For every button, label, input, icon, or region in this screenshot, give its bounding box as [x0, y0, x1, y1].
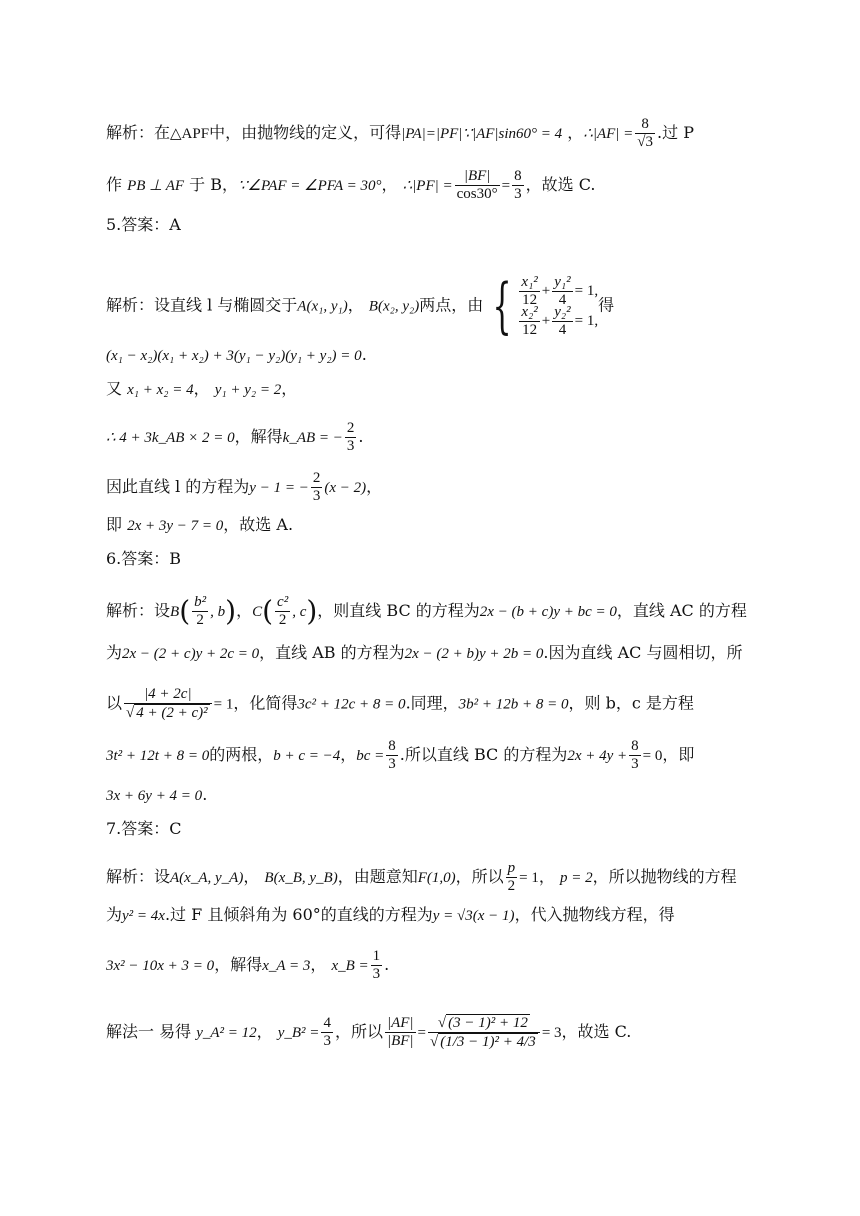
math: (x − 2): [324, 480, 367, 496]
math: ∵|AF|sin60° = 4: [462, 126, 563, 142]
text: 两点，由: [419, 295, 484, 315]
math: 3t² + 12t + 8 = 0: [106, 748, 210, 764]
text: 为: [106, 643, 123, 662]
math: bc =: [356, 748, 385, 764]
text: 解析：设: [106, 867, 171, 886]
text: .过 P: [657, 123, 694, 142]
text: 以: [106, 693, 123, 713]
answer-5-heading: 5.答案：A: [106, 215, 181, 234]
fraction: $\frac{|4 + 2c|}{\text{√ 4 + (2 + c)²}}$: [124, 686, 212, 722]
math: p = 2: [559, 870, 593, 886]
math: x_B =: [331, 958, 369, 974]
math: ∵∠PAF = ∠PFA = 30°: [238, 178, 382, 194]
q6-line-5: 3x + 6y + 4 = 0.: [106, 785, 208, 804]
math: 2x + 4y +: [567, 748, 628, 764]
math: x₁ + x₂ = 4: [127, 382, 194, 398]
text: ，所以: [334, 1022, 383, 1041]
text: 得: [598, 295, 615, 315]
math: (x₁ − x₂)(x₁ + x₂) + 3(y₁ − y₂)(y₁ + y₂) = 0: [106, 348, 362, 364]
text: .过 F 且倾斜角为 60°的直线的方程为: [164, 905, 433, 924]
math: 3b² + 12b + 8 = 0: [458, 696, 569, 713]
math: ∴|AF| =: [583, 126, 634, 142]
math: B(x_B, y_B): [264, 870, 338, 886]
text: ，即: [662, 745, 695, 764]
math: 3x + 6y + 4 = 0: [106, 788, 203, 804]
q5-line-5: 因此直线 l 的方程为y − 1 = − $\frac{2}{3}$ (x − 2)，: [106, 470, 383, 504]
fraction: $\frac{|BF|}{\cos 30^\circ}$: [456, 168, 498, 202]
fraction: $\frac{2}{3}$: [312, 470, 321, 504]
math: 3c² + 12c + 8 = 0: [297, 696, 406, 713]
analysis-4-line-1: 解析：在△APF中，由抛物线的定义，可得|PA|=|PF|∵|AF|sin60° = 4 ，∴|AF| = $\frac{8}{√3}$ .过 P: [106, 116, 694, 150]
text: ，所以抛物线的方程: [592, 867, 737, 886]
q6-line-2: [106, 642, 780, 665]
fraction: $\frac{8}{3}$: [514, 168, 522, 202]
math: 2x − (2 + c)y + 2c = 0: [122, 646, 260, 662]
math: A(x₁, y₁): [297, 298, 348, 315]
math: ∴ 4 + 3k_AB × 2 = 0: [106, 430, 235, 446]
q5-line-2: (x₁ − x₂)(x₁ + x₂) + 3(y₁ − y₂)(y₁ + y₂) = 0.: [106, 345, 367, 364]
math: y_A² = 12: [196, 1025, 257, 1041]
text: 作: [106, 175, 123, 194]
answer-6-heading: 6.答案：B: [106, 549, 182, 568]
text: 解析：设直线 l 与椭圆交于: [106, 295, 298, 315]
text: .所以直线 BC 的方程为: [399, 745, 568, 764]
math: PB ⊥ AF: [127, 178, 185, 194]
text: ，故选 A.: [223, 515, 294, 534]
text: ，解得: [234, 427, 283, 446]
q5-line-3: 又 x₁ + x₂ = 4， y₁ + y₂ = 2，: [106, 379, 298, 398]
text: ，故选 C.: [561, 1022, 632, 1041]
math: y − 1 = −: [249, 480, 309, 496]
text: 解析：在: [106, 123, 171, 142]
text: 因此直线 l 的方程为: [106, 477, 250, 496]
q5-line-4: ∴ 4 + 3k_AB × 2 = 0，解得k_AB = − $\frac{2}{3}$ .: [106, 420, 364, 454]
math: x_A = 3: [262, 958, 311, 974]
q6-line-1: 解析：设B( $\frac{\text{b²}}{2}$ , b)，C( $\frac{\text{c²}}{2}$ , c)，则直线 BC 的方程为2x − (b + c)y + bc = 0，直线 AC 的方程: [106, 594, 747, 628]
math: B(x₂, y₂): [368, 298, 420, 315]
math: b + c = −4: [273, 748, 341, 764]
math: y_B² =: [277, 1025, 320, 1041]
text: 解析：设: [106, 601, 171, 620]
math: ∴|PF| =: [402, 178, 453, 194]
math: F(1,0): [417, 870, 456, 886]
text: 的两根，: [209, 745, 274, 764]
text: ，所以: [455, 867, 504, 886]
text: ，则直线 BC 的方程为: [317, 601, 480, 620]
text: ，则 b，c 是方程: [568, 693, 694, 713]
text: 中，由抛物线的定义，可得: [209, 123, 402, 142]
math: 2x + 3y − 7 = 0: [127, 518, 224, 534]
q7-line-4: 解法一 易得 y_A² = 12， y_B² = $\frac{4}{3}$ ，所以 $\frac{|AF|}{|BF|}$ = $\frac{\text{√ (3 − 1)² + 12}}{\text{√ (1/3 − 1)² + 4/3}}$ = 3，故选 C.: [106, 1015, 632, 1050]
q7-line-1: 解析：设A(x_A, y_A)， B(x_B, y_B)，由题意知F(1,0)，所以 $\frac{p}{2}$ = 1， p = 2，所以抛物线的方程: [106, 860, 737, 894]
q6-line-3: 以 $\frac{|4 + 2c|}{\text{√ 4 + (2 + c)²}}$ = 1，化简得3c² + 12c + 8 = 0.同理，3b² + 12b + 8 = 0，则 b，c 是方程: [106, 686, 694, 721]
text: .同理，: [405, 693, 459, 713]
q5-line-1: 解析：设直线 l 与椭圆交于A(x₁, y₁)， B(x₂, y₂)两点，由 { $\frac{\text{x₁²}}{12}$ + $\frac{\text{y₁²}}{4}$ = 1, $\frac{\text{x₂²}}{12}$ + $\frac{\text{y₂²}}{4}$ = 1, 得: [106, 271, 615, 341]
math: 2x − (2 + b)y + 2b = 0: [404, 646, 544, 662]
text: 又: [106, 379, 123, 398]
text: 解法一 易得: [106, 1022, 192, 1041]
math: △APF: [170, 126, 210, 142]
math: y = √3(x − 1): [432, 908, 515, 924]
text: .因为直线 AC 与圆相切，所: [543, 643, 743, 662]
math: 3x² − 10x + 3 = 0: [106, 958, 215, 974]
text: ，由题意知: [337, 867, 418, 886]
answer-7-heading: 7.答案：C: [106, 819, 182, 838]
text: ，化简得: [233, 693, 298, 713]
math: y² = 4x: [122, 908, 165, 924]
text: ，直线 AB 的方程为: [259, 643, 405, 662]
equation-system: $\frac{\text{x₁²}}{12}$ + $\frac{\text{y₁²}}{4}$ = 1, $\frac{\text{x₂²}}{12}$ + $\frac{\text{y₂²}}{4}$ = 1,: [521, 273, 599, 338]
text: 于 B，: [189, 175, 239, 194]
q5-line-6: [106, 514, 780, 537]
fraction: $\frac{8}{√3}$: [637, 116, 654, 150]
brace: {: [492, 271, 512, 341]
q7-line-3: 3x² − 10x + 3 = 0，解得x_A = 3， x_B = $\frac{1}{3}$ .: [106, 948, 390, 982]
math: 2x − (b + c)y + bc = 0: [479, 604, 617, 620]
text: ，故选 C.: [525, 175, 596, 194]
text: 为: [106, 905, 123, 924]
text: ，代入抛物线方程，得: [514, 905, 675, 924]
text: ，解得: [214, 955, 263, 974]
text: ，直线 AC 的方程: [616, 601, 747, 620]
math: |PA|=|PF|: [401, 126, 463, 142]
math: A(x_A, y_A): [170, 870, 244, 886]
math: k_AB = −: [282, 430, 343, 446]
text: 即: [106, 515, 123, 534]
math: y₁ + y₂ = 2: [214, 382, 282, 398]
fraction: $\frac{2}{3}$: [346, 420, 355, 454]
analysis-4-line-2: 作 PB ⊥ AF 于 B，∵∠PAF = ∠PFA = 30°， ∴|PF| = $\frac{|BF|}{\cos 30^\circ}$ = $\frac{8}{3}$ ，故选 C.: [106, 168, 596, 202]
q6-line-4: 3t² + 12t + 8 = 0的两根，b + c = −4，bc = $\frac{8}{3}$ .所以直线 BC 的方程为2x + 4y + $\frac{8}{3}$ = 0，即: [106, 738, 695, 772]
q7-line-2: [106, 904, 780, 927]
